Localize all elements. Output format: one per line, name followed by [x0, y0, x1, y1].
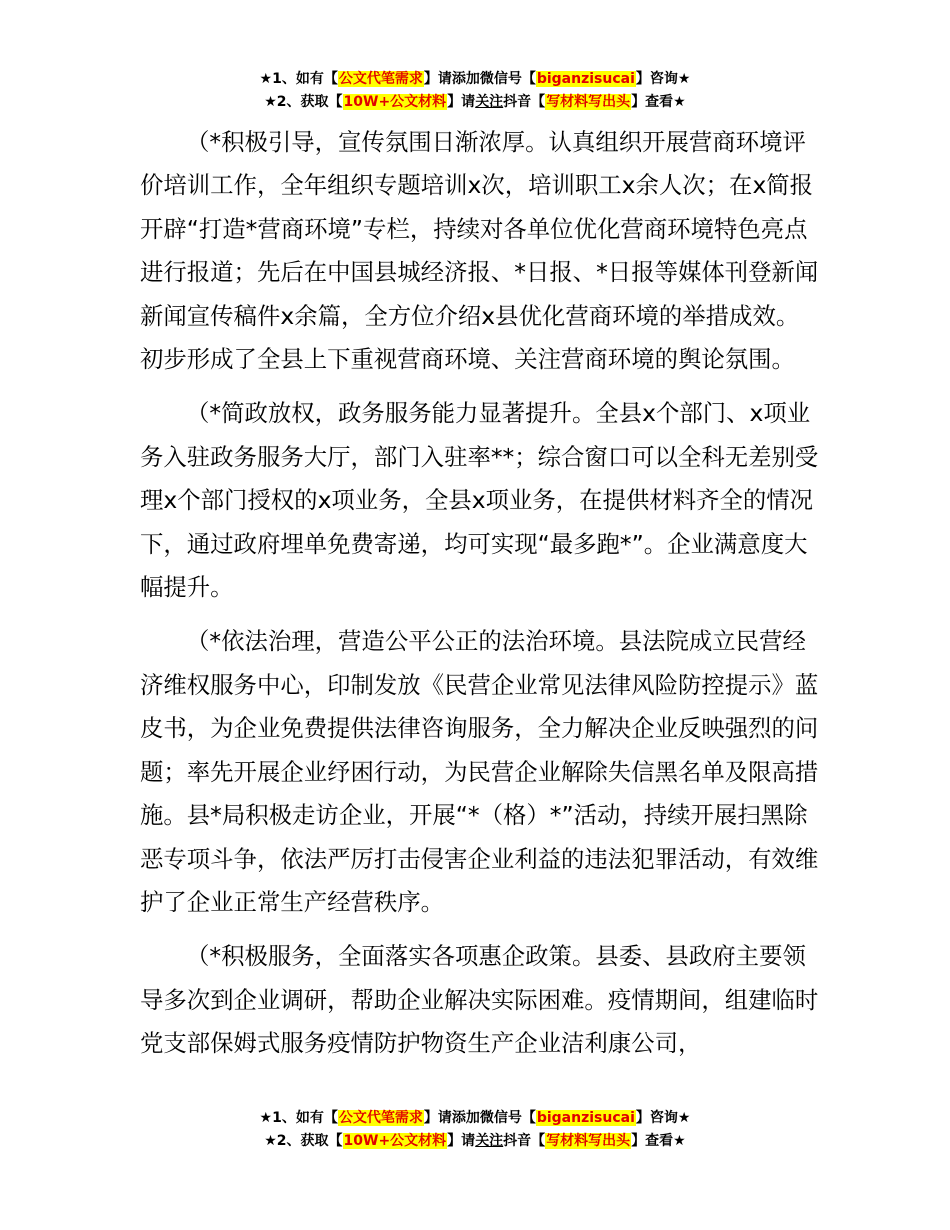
highlight-text: 10W+公文材料	[343, 94, 447, 110]
highlight-text: 公文代笔需求	[338, 1110, 423, 1126]
underlined-text: 关注	[475, 1133, 504, 1149]
banner-text: 】查看★	[631, 1133, 686, 1149]
highlight-text: biganzisucai	[536, 71, 635, 87]
highlight-text: 写材料写出头	[546, 1133, 631, 1149]
banner-text: 】查看★	[631, 94, 686, 110]
header-banner	[0, 68, 950, 114]
banner-text: ★2、获取【	[264, 1133, 343, 1149]
banner-line-1	[0, 1107, 950, 1130]
highlight-text: 写材料写出头	[546, 94, 631, 110]
banner-text: ★1、如有【	[259, 1110, 338, 1126]
highlight-text: 10W+公文材料	[343, 1133, 447, 1149]
document-body	[140, 121, 820, 1077]
banner-line-2	[0, 1130, 950, 1153]
banner-text: 抖音【	[503, 1133, 546, 1149]
banner-text: 】咨询★	[635, 71, 691, 87]
banner-text: 】请	[447, 1133, 476, 1149]
banner-line-1	[0, 68, 950, 91]
banner-line-2	[0, 91, 950, 114]
highlight-text: biganzisucai	[536, 1110, 635, 1126]
paragraph: （*简政放权，政务服务能力显著提升。全县x个部门、x项业务入驻政务服务大厅，部门入驻率**；综合窗口可以全科无差别受理x个部门授权的x项业务，全县x项业务，在提供材料齐全的情况下，通过政府埋单免费寄递，均可实现“最多跑*”。企业满意度大幅提升。	[140, 399, 819, 602]
paragraph: （*积极引导，宣传氛围日渐浓厚。认真组织开展营商环境评价培训工作，全年组织专题培训x次，培训职工x余人次；在x简报开辟“打造*营商环境”专栏，持续对各单位优化营商环境特色亮点进行报道；先后在中国县城经济报、*日报、*日报等媒体刊登新闻新闻宣传稿件x余篇，全方位介绍x县优化营商环境的举措成效。初步形成了全县上下重视营商环境、关注营商环境的舆论氛围。	[140, 128, 819, 374]
banner-text: 抖音【	[503, 94, 546, 110]
footer-banner	[0, 1107, 950, 1153]
banner-text: 】请添加微信号【	[423, 1110, 536, 1126]
paragraph: （*积极服务，全面落实各项惠企政策。县委、县政府主要领导多次到企业调研，帮助企业解决实际困难。疫情期间，组建临时党支部保姆式服务疫情防护物资生产企业洁利康公司，	[140, 942, 819, 1058]
banner-text: ★1、如有【	[259, 71, 338, 87]
banner-text: 】请	[447, 94, 476, 110]
banner-text: 】请添加微信号【	[423, 71, 536, 87]
banner-text: 】咨询★	[635, 1110, 691, 1126]
paragraph: （*依法治理，营造公平公正的法治环境。县法院成立民营经济维权服务中心，印制发放《民营企业常见法律风险防控提示》蓝皮书，为企业免费提供法律咨询服务，全力解决企业反映强烈的问题；率先开展企业纾困行动，为民营企业解除失信黑名单及限高措施。县*局积极走访企业，开展“*（格）*”活动，持续开展扫黑除恶专项斗争，依法严厉打击侵害企业利益的违法犯罪活动，有效维护了企业正常生产经营秩序。	[140, 627, 819, 916]
highlight-text: 公文代笔需求	[338, 71, 423, 87]
banner-text: ★2、获取【	[264, 94, 343, 110]
underlined-text: 关注	[475, 94, 504, 110]
